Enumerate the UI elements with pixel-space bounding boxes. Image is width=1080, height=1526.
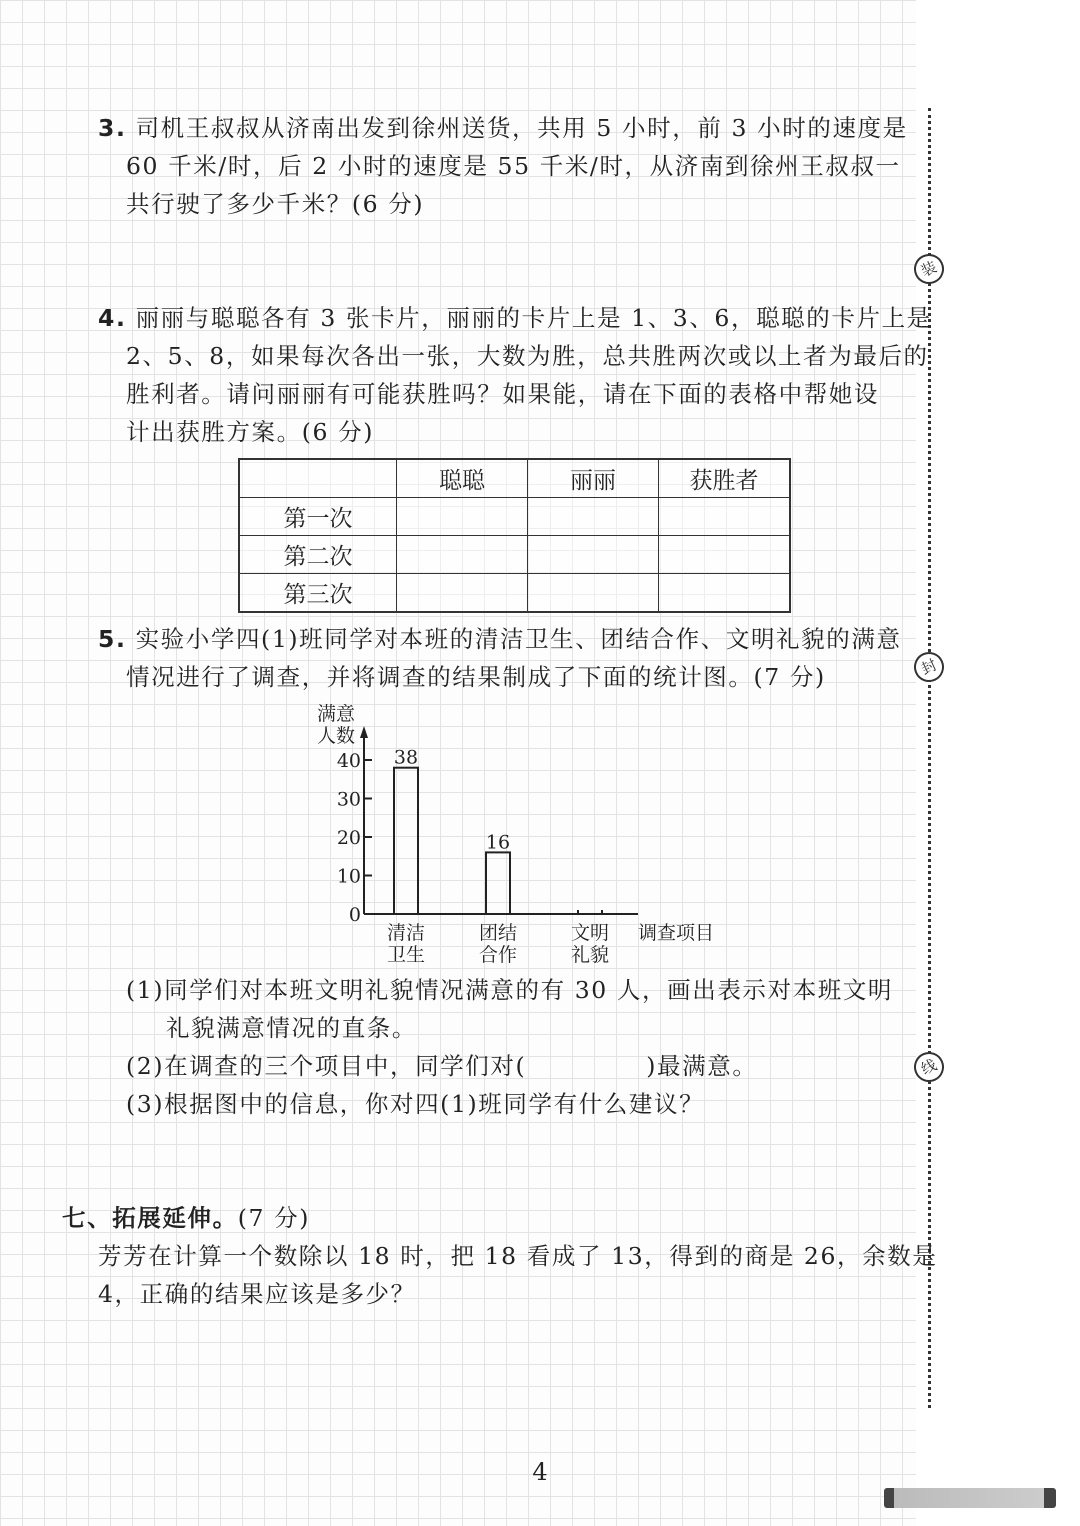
chart-xtick-label: 清洁 [386, 922, 426, 944]
chart-xtick-label: 文明 [570, 922, 610, 944]
table-row [239, 574, 790, 613]
q3-line-2: 60 千米/时，后 2 小时的速度是 55 千米/时，从济南到徐州王叔叔一 [126, 152, 901, 180]
q5-text-1: 实验小学四(1)班同学对本班的清洁卫生、团结合作、文明礼貌的满意 [135, 625, 902, 653]
chart-xtick-label: 合作 [478, 944, 518, 966]
chart-xtick-label: 团结 [478, 922, 518, 944]
q3-number: 3. [98, 114, 127, 142]
page-number: 4 [532, 1458, 548, 1486]
header-lili: 丽丽 [528, 459, 659, 498]
q5-sub2-text-b: )最满意。 [646, 1052, 758, 1080]
q5-sub2-text-a: (2)在调查的三个项目中，同学们对( [126, 1052, 527, 1080]
answer-cell[interactable] [659, 536, 791, 574]
header-conger: 聪聪 [397, 459, 528, 498]
binding-mark-zhuang: 装 [909, 249, 949, 289]
q5-sub1-line-2: 礼貌满意情况的直条。 [166, 1014, 417, 1042]
chart-xtick-label: 礼貌 [570, 944, 610, 966]
binding-mark-xian: 线 [909, 1047, 949, 1087]
row-label: 第三次 [239, 574, 397, 613]
q4-line-1 [98, 299, 932, 337]
table-row [239, 498, 790, 536]
q4-text-1: 丽丽与聪聪各有 3 张卡片，丽丽的卡片上是 1、3、6，聪聪的卡片上是 [135, 304, 932, 332]
chart-xlabel: 调查项目 [638, 922, 715, 944]
chart-ytick-label: 0 [348, 904, 361, 926]
header-winner: 获胜者 [659, 459, 791, 498]
chart-bar [394, 768, 418, 914]
table-row [239, 536, 790, 574]
q3-text-1: 司机王叔叔从济南出发到徐州送货，共用 5 小时，前 3 小时的速度是 [135, 114, 908, 142]
answer-cell[interactable] [397, 498, 528, 536]
section7-line-1: 芳芳在计算一个数除以 18 时，把 18 看成了 13，得到的商是 26，余数是 [98, 1242, 938, 1270]
section7-line-2: 4，正确的结果应该是多少？ [98, 1280, 416, 1308]
section7-title: 七、拓展延伸。 [62, 1204, 238, 1232]
q5-sub2 [126, 1047, 757, 1085]
section7-heading [62, 1199, 310, 1237]
row-label: 第一次 [239, 498, 397, 536]
chart-data-label: 16 [485, 831, 511, 854]
answer-cell[interactable] [528, 498, 659, 536]
chart-bar [486, 852, 510, 914]
table-header-row [239, 459, 790, 498]
answer-cell[interactable] [528, 574, 659, 613]
q3-line-1 [98, 109, 908, 147]
q3-line-3: 共行驶了多少千米？(6 分) [126, 190, 425, 218]
chart-ylabel-2: 人数 [316, 725, 356, 747]
q4-line-2: 2、5、8，如果每次各出一张，大数为胜，总共胜两次或以上者为最后的 [126, 342, 929, 370]
q5-sub1-line-1: (1)同学们对本班文明礼貌情况满意的有 30 人，画出表示对本班文明 [126, 976, 894, 1004]
row-label: 第二次 [239, 536, 397, 574]
section7-score: (7 分) [237, 1204, 310, 1232]
q5-line-1 [98, 620, 902, 658]
answer-cell[interactable] [397, 574, 528, 613]
chart-ytick-label: 10 [336, 865, 361, 888]
q4-number: 4. [98, 304, 127, 332]
satisfaction-bar-chart [300, 698, 740, 970]
chart-y-arrow [360, 726, 368, 738]
chart-ytick-label: 40 [336, 750, 361, 772]
q4-line-4: 计出获胜方案。(6 分) [126, 418, 374, 446]
chart-data-label: 38 [393, 746, 419, 769]
scroll-bar [884, 1488, 1056, 1508]
chart-ytick-label: 20 [336, 827, 361, 849]
answer-cell[interactable] [659, 498, 791, 536]
q4-line-3: 胜利者。请问丽丽有可能获胜吗？如果能，请在下面的表格中帮她设 [126, 380, 879, 408]
answer-cell[interactable] [397, 536, 528, 574]
chart-ylabel-1: 满意 [316, 703, 356, 725]
card-game-table [238, 458, 791, 613]
answer-cell[interactable] [528, 536, 659, 574]
q5-sub3: (3)根据图中的信息，你对四(1)班同学有什么建议？ [126, 1090, 705, 1118]
header-corner [239, 459, 397, 498]
binding-margin [916, 0, 1080, 1526]
chart-ytick-label: 30 [336, 788, 361, 811]
q5-number: 5. [98, 625, 127, 653]
binding-mark-feng: 封 [909, 647, 949, 687]
q5-line-2: 情况进行了调查，并将调查的结果制成了下面的统计图。(7 分) [126, 663, 826, 691]
answer-cell[interactable] [659, 574, 791, 613]
chart-xtick-label: 卫生 [386, 944, 426, 966]
